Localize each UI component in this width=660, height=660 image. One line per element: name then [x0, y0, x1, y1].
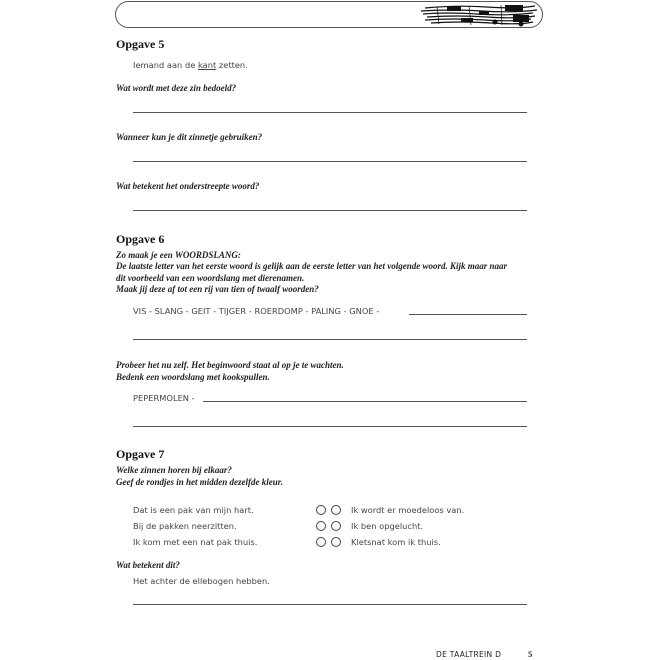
exercise-5-sentence: [133, 60, 248, 70]
answer-line[interactable]: [133, 426, 527, 427]
book-title: DE TAALTREIN D: [436, 650, 502, 659]
left-sentence: Bij de pakken neerzitten.: [133, 521, 237, 531]
exercise-7-question: Wat betekent dit?: [116, 560, 180, 570]
underlined-word: kant: [197, 60, 217, 70]
color-circle-right[interactable]: [331, 537, 341, 547]
right-sentence: Kletsnat kom ik thuis.: [351, 537, 441, 547]
header-banner: [115, 1, 543, 28]
start-word: PEPERMOLEN -: [133, 393, 195, 403]
answer-line[interactable]: [133, 112, 527, 113]
exercise-7-heading: Opgave 7: [116, 447, 165, 461]
exercise-7-instruction: Welke zinnen horen bij elkaar?: [116, 465, 232, 475]
sentence-part: zetten.: [216, 60, 248, 70]
exercise-5-question-1: Wat wordt met deze zin bedoeld?: [116, 83, 237, 93]
exercise-6-instruction: Maak jij deze af tot een rij van tien of twaalf woorden?: [116, 284, 319, 294]
exercise-5-question-2: Wanneer kun je dit zinnetje gebruiken?: [116, 132, 263, 142]
train-illustration: [417, 2, 542, 28]
exercise-5-heading: Opgave 5: [116, 37, 165, 51]
answer-line[interactable]: [133, 339, 527, 340]
exercise-6-try-instruction: Bedenk een woordslang met kookspullen.: [116, 372, 270, 382]
color-circle-right[interactable]: [331, 521, 341, 531]
exercise-6-try-instruction: Probeer het nu zelf. Het beginwoord staat al op je te wachten.: [116, 360, 344, 370]
exercise-7-instruction: Geef de rondjes in het midden dezelfde kleur.: [116, 477, 283, 487]
color-circle-right[interactable]: [331, 505, 341, 515]
left-sentence: Ik kom met een nat pak thuis.: [133, 537, 258, 547]
page-number: 5: [528, 649, 533, 659]
exercise-6-instruction: Zo maak je een WOORDSLANG:: [116, 250, 241, 260]
sentence-part: Iemand aan de: [133, 60, 198, 70]
exercise-5-question-3: Wat betekent het onderstreepte woord?: [116, 181, 260, 191]
exercise-6-heading: Opgave 6: [116, 232, 165, 246]
exercise-6-instruction: De laatste letter van het eerste woord is gelijk aan de eerste letter van het volgende woord. Kijk maar naar: [116, 261, 507, 271]
answer-line[interactable]: [133, 210, 527, 211]
answer-line[interactable]: [409, 314, 527, 315]
right-sentence: Ik ben opgelucht.: [351, 521, 424, 531]
color-circle-left[interactable]: [316, 505, 326, 515]
left-sentence: Dat is een pak van mijn hart.: [133, 505, 254, 515]
exercise-6-instruction: dit voorbeeld van een woordslang met dierenamen.: [116, 273, 305, 283]
example-word-chain: VIS - SLANG - GEIT - TIJGER - ROERDOMP - PALING - GNOE -: [133, 306, 380, 316]
answer-line[interactable]: [133, 604, 527, 605]
color-circle-left[interactable]: [316, 537, 326, 547]
idiom-phrase: Het achter de ellebogen hebben.: [133, 576, 270, 586]
right-sentence: Ik wordt er moedeloos van.: [351, 505, 465, 515]
answer-line[interactable]: [133, 161, 527, 162]
answer-line[interactable]: [203, 401, 527, 402]
color-circle-left[interactable]: [316, 521, 326, 531]
